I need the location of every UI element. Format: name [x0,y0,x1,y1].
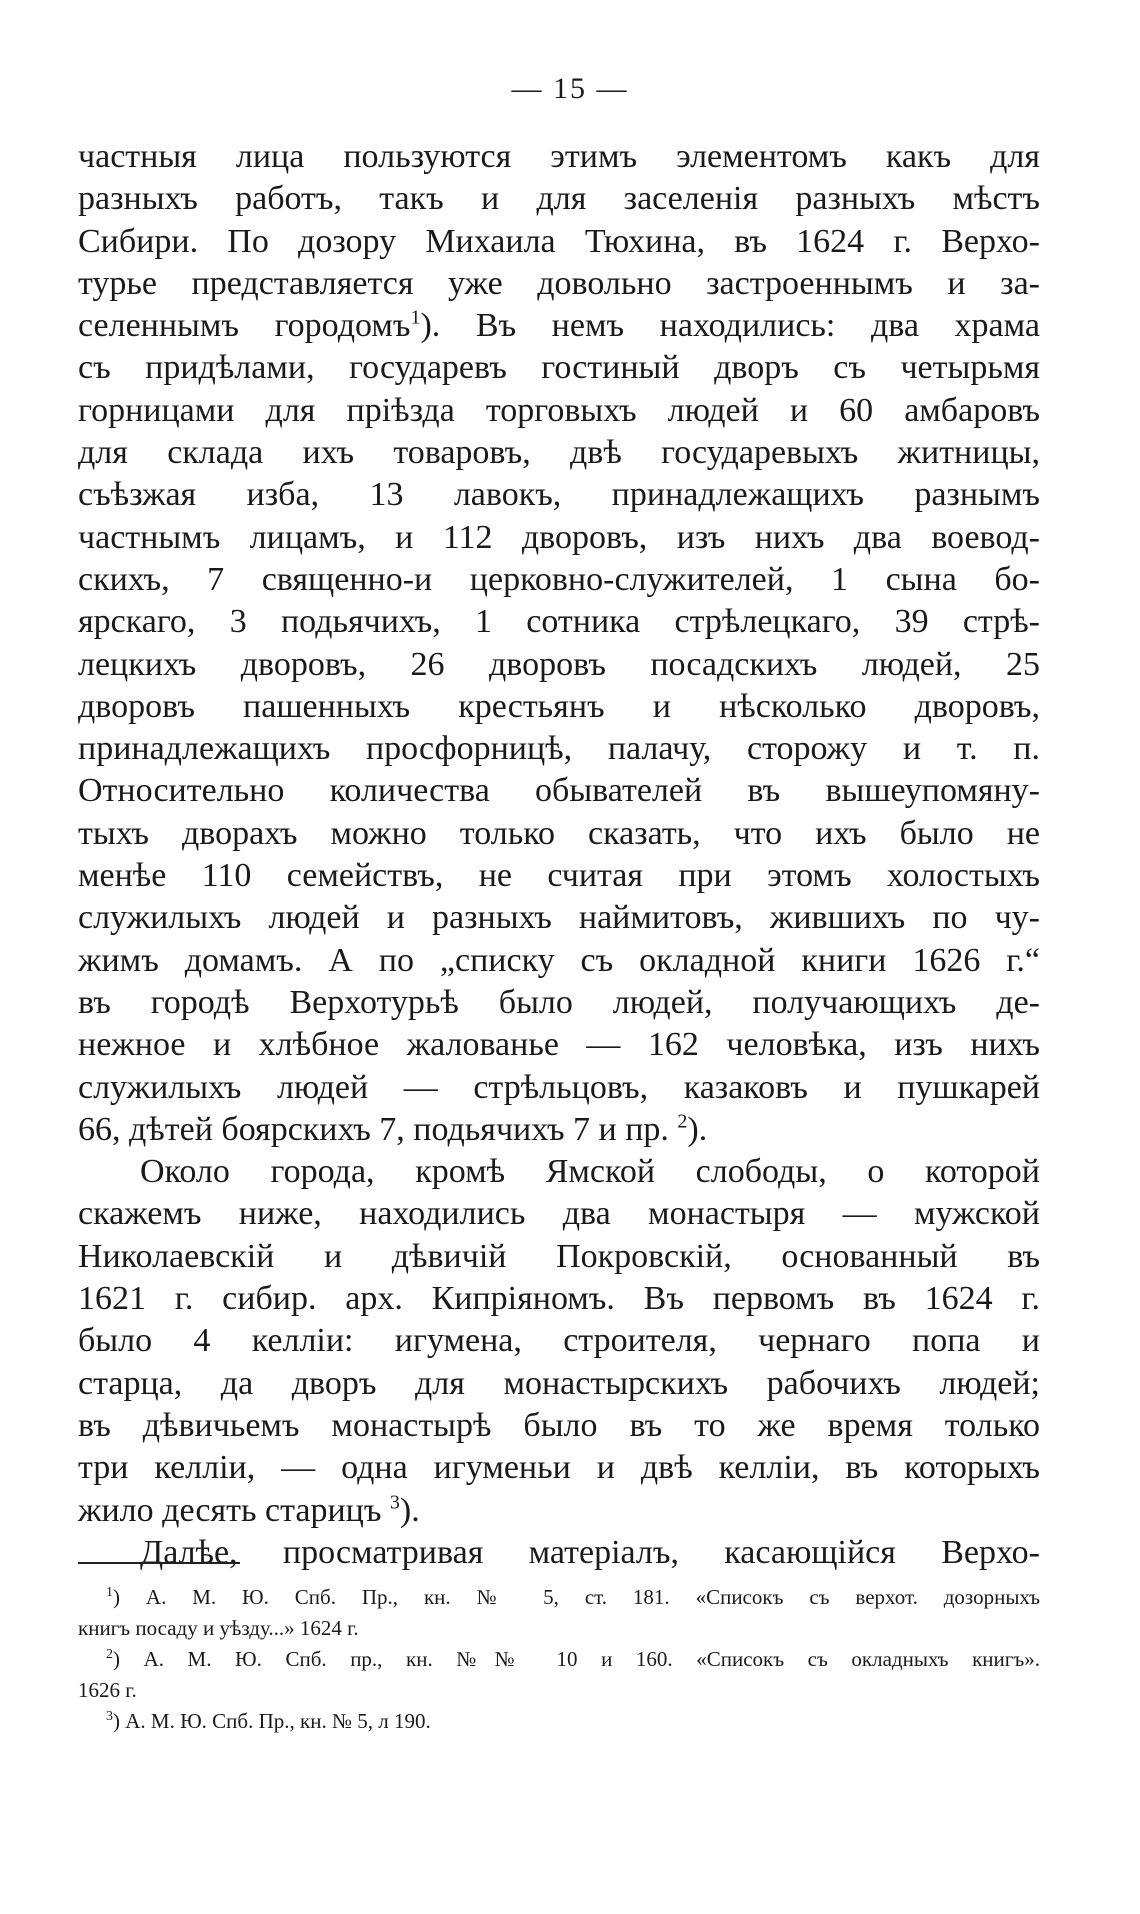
main-text [78,136,1040,1574]
footnote-line [78,1644,1040,1675]
text-line: для склада ихъ товаровъ, двѣ государевыхъ житницы, [78,434,1040,472]
text-line: съѣзжая изба, 13 лавокъ, принадлежащихъ разнымъ [78,476,1040,514]
text-line: частнымъ лицамъ, и 112 дворовъ, изъ нихъ два воевод- [78,518,1040,556]
text-line: Николаевскій и дѣвичій Покровскій, основанный въ [78,1237,1040,1275]
text-segment: ). [399,1491,420,1529]
text-line: служилыхъ людей — стрѣльцовъ, казаковъ и пушкарей [78,1068,1040,1106]
text-line: три келліи, — одна игуменьи и двѣ келліи, въ которыхъ [78,1449,1040,1487]
text-line: частныя лица пользуются этимъ элементомъ какъ для [78,138,1040,175]
footnote-ref: 3 [389,1491,400,1514]
text-line: служилыхъ людей и разныхъ наймитовъ, жившихъ по чу- [78,899,1040,937]
text-line: въ дѣвичьемъ монастырѣ было въ то же время только [78,1406,1040,1444]
text-line: менѣе 110 семействъ, не считая при этомъ холостыхъ [78,857,1040,895]
text-line: Сибири. По дозору Михаила Тюхина, въ 1624 г. Верхо- [78,222,1040,260]
text-line: тыхъ дворахъ можно только сказать, что ихъ было не [78,814,1040,852]
footnote-line: книгъ посаду и уѣзду...» 1624 г. [78,1616,359,1640]
text-segment: 66, дѣтей боярскихъ 7, подьячихъ 7 и пр. [78,1110,669,1148]
text-line [78,305,1040,347]
text-segment: ). Въ немъ находились: два храма [420,307,1040,345]
footnote-separator [78,1562,240,1564]
text-line: жимъ домамъ. А по „списку съ окладной книги 1626 г.“ [78,941,1040,979]
text-segment: селеннымъ городомъ [78,307,411,345]
text-line: нежное и хлѣбное жалованье — 162 человѣка, изъ нихъ [78,1026,1040,1064]
text-line: въ городѣ Верхотурьѣ было людей, получающихъ де- [78,983,1040,1021]
text-line: 1621 г. сибир. арх. Кипріяномъ. Въ первомъ въ 1624 г. [78,1280,1040,1318]
footnote-line: 1626 г. [78,1678,137,1702]
footnote-ref: 1 [410,306,421,329]
footnote-text: ) А. М. Ю. Спб. пр., кн. №№ 10 и 160. «Списокъ съ окладныхъ книгъ». [113,1647,1040,1671]
text-segment: жило десять старицъ [78,1491,382,1529]
footnotes [78,1582,1040,1737]
text-line: горницами для пріѣзда торговыхъ людей и 60 амбаровъ [78,391,1040,429]
text-line: турье представляется уже довольно застроеннымъ и за- [78,264,1040,302]
text-line: дворовъ пашенныхъ крестьянъ и нѣсколько дворовъ, [78,687,1040,725]
text-line: съ придѣлами, государевъ гостиный дворъ съ четырьмя [78,349,1040,387]
footnote-line [78,1706,1040,1737]
text-line [78,1109,1040,1151]
footnote-mark: 3 [106,1709,113,1724]
text-line: скажемъ ниже, находились два монастыря — мужской [78,1195,1040,1233]
text-line: было 4 келліи: игумена, строителя, чернаго попа и [78,1322,1040,1360]
text-line: лецкихъ дворовъ, 26 дворовъ посадскихъ людей, 25 [78,645,1040,683]
text-line [78,1490,1040,1532]
text-line: Около города, кромѣ Ямской слободы, о которой [140,1153,1040,1191]
text-line: старца, да дворъ для монастырскихъ рабочихъ людей; [78,1364,1040,1402]
footnote-text: ) А. М. Ю. Спб. Пр., кн. № 5, л 190. [113,1709,431,1733]
text-line: Относительно количества обывателей въ вышеупомяну- [78,772,1040,810]
text-line: принадлежащихъ просфорницѣ, палачу, сторожу и т. п. [78,730,1040,768]
page-number: — 15 — [511,72,629,105]
footnote-line [78,1582,1040,1613]
footnote-mark: 2 [106,1647,113,1662]
text-line: разныхъ работъ, такъ и для заселенія разныхъ мѣстъ [78,180,1040,218]
footnote-mark: 1 [106,1585,113,1600]
text-segment: ). [687,1110,708,1148]
text-line: скихъ, 7 священно-и церковно-служителей, 1 сына бо- [78,560,1040,598]
text-line: Далѣе, просматривая матеріалъ, касающійся Верхо- [140,1533,1040,1571]
text-line: ярскаго, 3 подьячихъ, 1 сотника стрѣлецкаго, 39 стрѣ- [78,603,1040,641]
footnote-text: ) А. М. Ю. Спб. Пр., кн. № 5, ст. 181. «Списокъ съ верхот. дозорныхъ [113,1585,1040,1609]
footnote-ref: 2 [677,1110,688,1133]
